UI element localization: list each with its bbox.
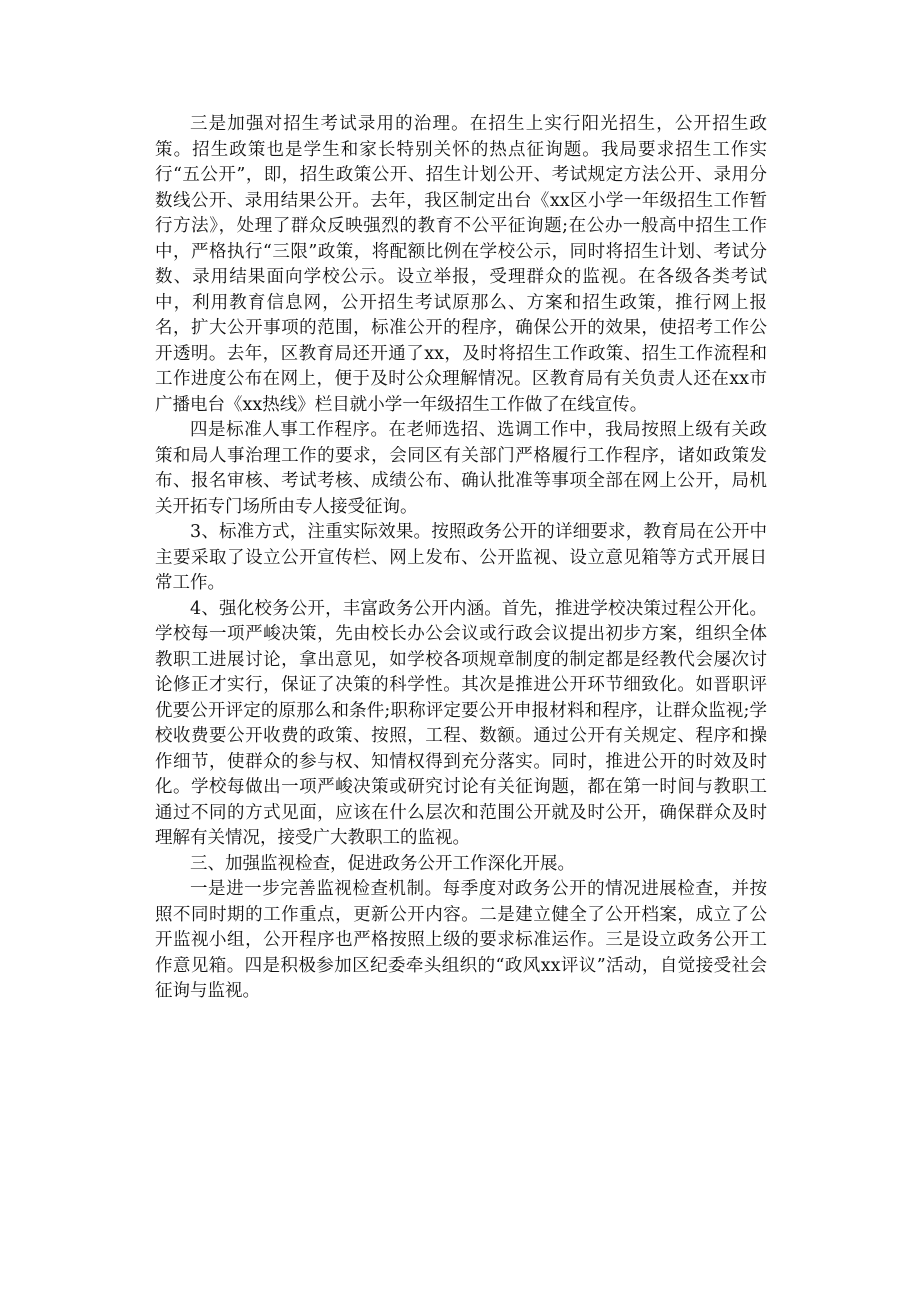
paragraph-supervision: 一是进一步完善监视检查机制。每季度对政务公开的情况进展检查，并按照不同时期的工作重点，更新公开内容。二是建立健全了公开档案，成立了公开监视小组，公开程序也严格按照上级的要求标准运作。三是设立政务公开工作意见箱。四是积极参加区纪委牵头组织的“政风xx评议”活动，自觉接受社会征询与监视。 — [155, 879, 767, 1001]
section-heading-supervision: 三、加强监视检查，促进政务公开工作深化开展。 — [190, 853, 575, 874]
paragraph-methods: 3、标准方式，注重实际效果。按照政务公开的详细要求，教育局在公开中主要采取了设立公开宣传栏、网上发布、公开监视、设立意见箱等方式开展日常工作。 — [155, 522, 767, 593]
document-body — [155, 112, 767, 1005]
paragraph-admissions: 三是加强对招生考试录用的治理。在招生上实行阳光招生，公开招生政策。招生政策也是学生和家长特别关怀的热点征询题。我局要求招生工作实行“五公开”，即，招生政策公开、招生计划公开、考试规定方法公开、录用分数线公开、录用结果公开。去年，我区制定出台《xx区小学一年级招生工作暂行方法》，处理了群众反映强烈的教育不公平征询题;在公办一般高中招生工作中，严格执行“三限”政策，将配额比例在学校公示，同时将招生计划、考试分数、录用结果面向学校公示。设立举报，受理群众的监视。在各级各类考试中，利用教育信息网，公开招生考试原那么、方案和招生政策，推行网上报名，扩大公开事项的范围，标准公开的程序，确保公开的效果，使招考工作公开透明。去年，区教育局还开通了xx，及时将招生工作政策、招生工作流程和工作进度公布在网上，便于及时公众理解情况。区教育局有关负责人还在xx市广播电台《xx热线》栏目就小学一年级招生工作做了在线宣传。 — [155, 114, 767, 415]
paragraph-school-affairs: 4、强化校务公开，丰富政务公开内涵。首先，推进学校决策过程公开化。学校每一项严峻决策，先由校长办公会议或行政会议提出初步方案，组织全体教职工进展讨论，拿出意见，如学校各项规章制度的制定都是经教代会屡次讨论修正才实行，保证了决策的科学性。其次是推进公开环节细致化。如晋职评优要公开评定的原那么和条件;职称评定要公开申报材料和程序，让群众监视;学校收费要公开收费的政策、按照，工程、数额。通过公开有关规定、程序和操作细节，使群众的参与权、知情权得到充分落实。同时，推进公开的时效及时化。学校每做出一项严峻决策或研究讨论有关征询题，都在第一时间与教职工通过不同的方式见面，应该在什么层次和范围公开就及时公开，确保群众及时理解有关情况，接受广大教职工的监视。 — [155, 598, 767, 848]
paragraph-personnel: 四是标准人事工作程序。在老师选招、选调工作中，我局按照上级有关政策和局人事治理工作的要求，会同区有关部门严格履行工作程序，诸如政策发布、报名审核、考试考核、成绩公布、确认批准等事项全部在网上公开，局机关开拓专门场所由专人接受征询。 — [155, 420, 767, 517]
